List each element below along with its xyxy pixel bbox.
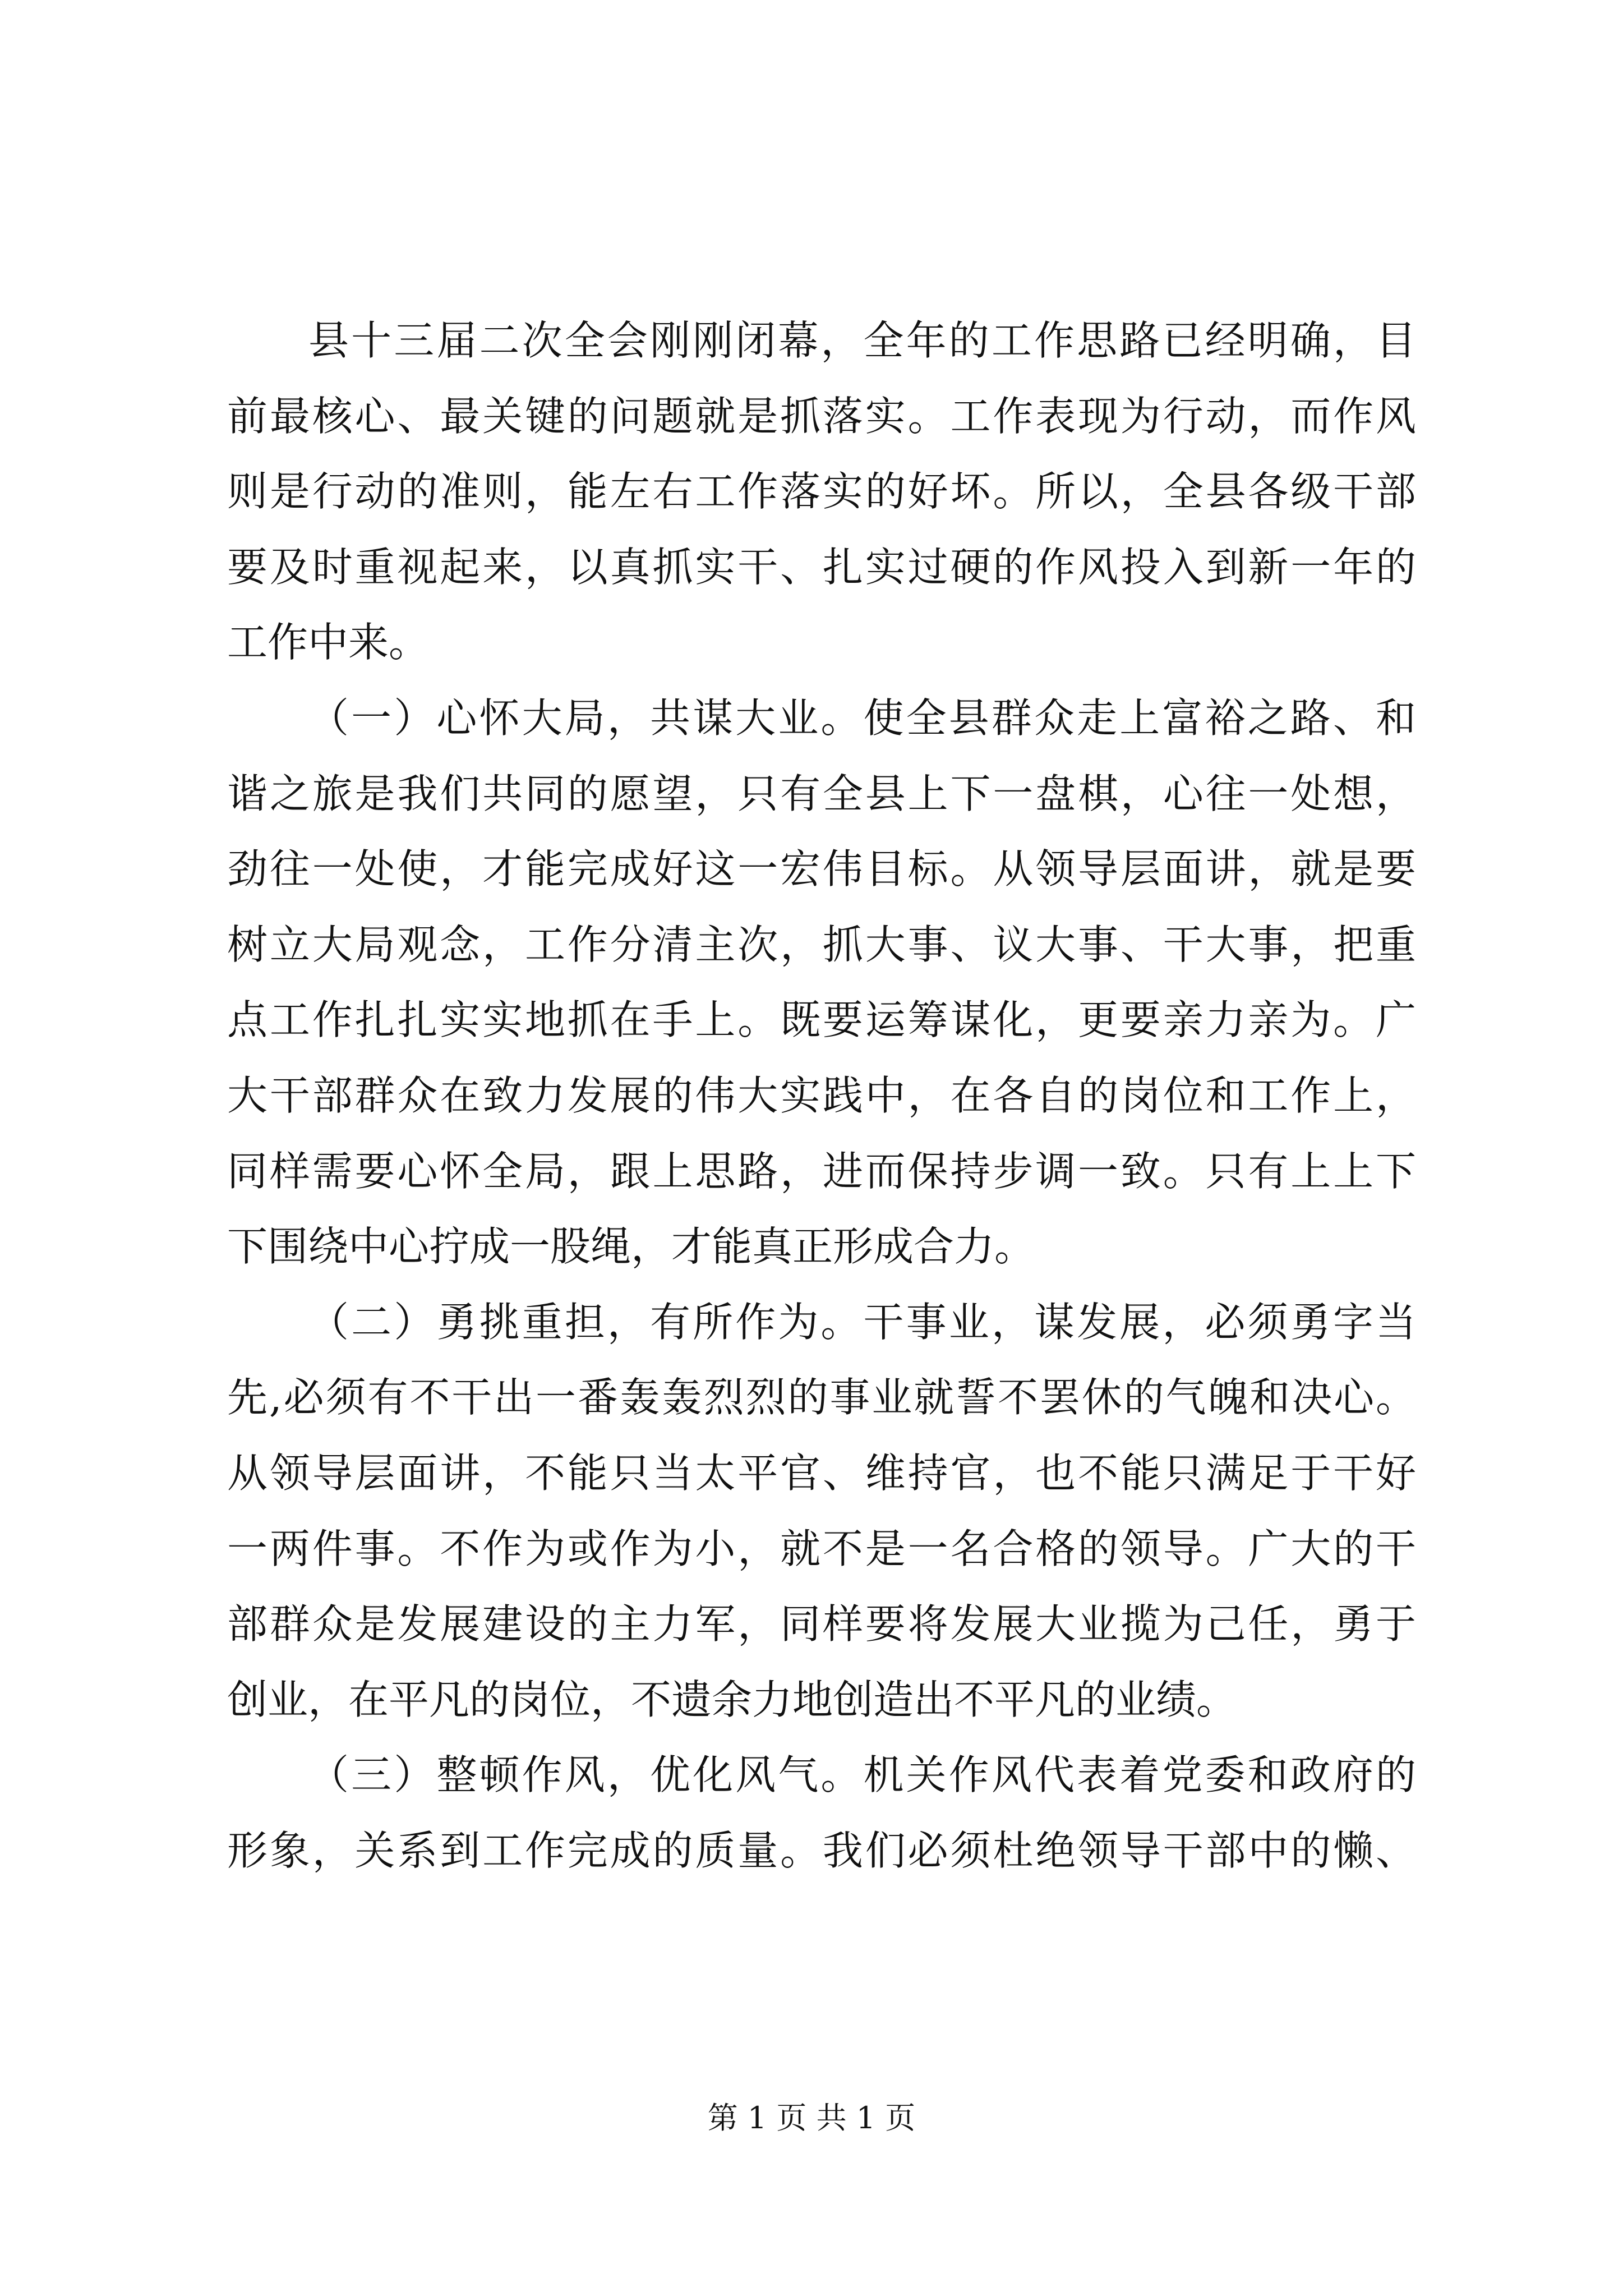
text-line: 谐之旅是我们共同的愿望，只有全县上下一盘棋，心往一处想，	[227, 770, 1416, 817]
text-line: 同样需要心怀全局，跟上思路，进而保持步调一致。只有上上下	[227, 1147, 1416, 1195]
text-line: 部群众是发展建设的主力军，同样要将发展大业揽为己任，勇于	[227, 1600, 1416, 1648]
paragraph-3	[227, 1285, 1416, 1738]
text-line: 创业，在平凡的岗位，不遗余力地创造出不平凡的业绩。	[227, 1676, 1237, 1723]
text-line: （二）勇挑重担，有所作为。干事业，谋发展，必须勇字当	[308, 1298, 1416, 1346]
text-line: 前最核心、最关键的问题就是抓落实。工作表现为行动，而作风	[227, 392, 1416, 440]
paragraph-4	[227, 1737, 1416, 1888]
text-line: 树立大局观念，工作分清主次，抓大事、议大事、干大事，把重	[227, 921, 1416, 968]
text-line: 劲往一处使，才能完成好这一宏伟目标。从领导层面讲，就是要	[227, 845, 1416, 893]
text-line: 下围绕中心拧成一股绳，才能真正形成合力。	[227, 1223, 1035, 1271]
text-line: 则是行动的准则，能左右工作落实的好坏。所以，全县各级干部	[227, 468, 1416, 516]
text-line: 形象，关系到工作完成的质量。我们必须杜绝领导干部中的懒、	[227, 1826, 1416, 1874]
text-line: 县十三届二次全会刚刚闭幕，全年的工作思路已经明确，目	[308, 317, 1416, 364]
text-line: 工作中来。	[227, 619, 430, 666]
text-line: 先,必须有不干出一番轰轰烈烈的事业就誓不罢休的气魄和决心。	[227, 1374, 1416, 1421]
paragraph-2	[227, 680, 1416, 1285]
text-line: 从领导层面讲，不能只当太平官、维持官，也不能只满足于干好	[227, 1449, 1416, 1497]
page-number-label: 第 1 页 共 1 页	[707, 2100, 916, 2136]
text-line: 一两件事。不作为或作为小，就不是一名合格的领导。广大的干	[227, 1525, 1416, 1572]
text-line: （一）心怀大局，共谋大业。使全县群众走上富裕之路、和	[308, 694, 1416, 742]
paragraph-1	[227, 303, 1416, 680]
body-text	[227, 303, 1416, 1888]
page-footer	[0, 2096, 1623, 2141]
text-line: 要及时重视起来，以真抓实干、扎实过硬的作风投入到新一年的	[227, 543, 1416, 591]
text-line: 点工作扎扎实实地抓在手上。既要运筹谋化，更要亲力亲为。广	[227, 996, 1416, 1044]
text-line: 大干部群众在致力发展的伟大实践中，在各自的岗位和工作上，	[227, 1071, 1416, 1119]
text-line: （三）整顿作风，优化风气。机关作风代表着党委和政府的	[308, 1751, 1416, 1799]
